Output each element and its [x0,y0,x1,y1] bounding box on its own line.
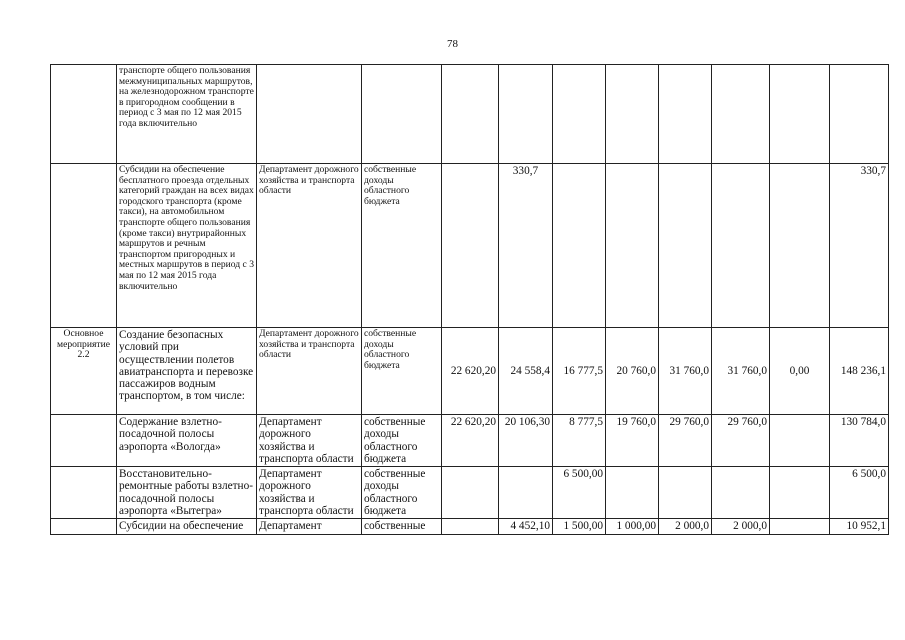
table-row [51,467,889,519]
measure-code-cell: Основное мероприятие 2.2 [51,328,117,415]
budget-table [50,64,889,535]
value-cell: 29 760,0 [659,415,712,467]
measure-name-cell: Восстановительно-ремонтные работы взлетно-посадочной полосы аэропорта «Вытегра» [117,467,257,519]
total-cell: 330,7 [830,164,889,328]
value-cell [659,467,712,519]
value-cell: 6 500,00 [553,467,606,519]
executor-cell [257,65,362,164]
total-cell: 130 784,0 [830,415,889,467]
value-cell [770,65,830,164]
measure-code-cell [51,164,117,328]
table-row [51,328,889,415]
value-cell: 31 760,0 [712,328,770,415]
executor-cell: Департамент дорожного хозяйства и транспорта области [257,467,362,519]
value-cell [553,65,606,164]
value-cell [770,467,830,519]
value-cell: 1 500,00 [553,519,606,534]
value-cell [442,65,499,164]
value-cell: 20 106,30 [499,415,553,467]
table-row [51,519,889,534]
value-cell [499,467,553,519]
source-cell: собственные доходы областного бюджета [362,467,442,519]
source-cell: собственные [362,519,442,534]
value-cell: 2 000,0 [659,519,712,534]
value-cell: 20 760,0 [606,328,659,415]
measure-name-cell: Субсидии на обеспечение [117,519,257,534]
page-number: 78 [447,38,458,50]
value-cell [442,164,499,328]
value-cell [442,519,499,534]
value-cell: 0,00 [770,328,830,415]
measure-code-cell [51,415,117,467]
table-row [51,65,889,164]
value-cell: 1 000,00 [606,519,659,534]
measure-code-cell [51,65,117,164]
measure-name-cell: транспорте общего пользования межмуниципальных маршрутов, на железнодорожном транспорте в пригородном сообщении в период с 3 мая по 12 мая 2015 года включительно [117,65,257,164]
value-cell [606,467,659,519]
value-cell: 22 620,20 [442,328,499,415]
value-cell: 16 777,5 [553,328,606,415]
table-row [51,415,889,467]
source-cell: собственные доходы областного бюджета [362,328,442,415]
total-cell: 10 952,1 [830,519,889,534]
measure-code-cell [51,467,117,519]
executor-cell: Департамент дорожного хозяйства и транспорта области [257,164,362,328]
source-cell [362,65,442,164]
value-cell [712,164,770,328]
measure-name-cell: Субсидии на обеспечение бесплатного проезда отдельных категорий граждан на всех видах городского транспорта (кроме такси), на автомобильном транспорте общего пользования (кроме такси) внутрирайонных маршрутов и речным транспортом пригородных и местных маршрутов в период с 3 мая по 12 мая 2015 года включительно [117,164,257,328]
value-cell [659,65,712,164]
value-cell: 330,7 [499,164,553,328]
value-cell [770,415,830,467]
value-cell [499,65,553,164]
value-cell [712,467,770,519]
table-row [51,164,889,328]
value-cell [606,65,659,164]
value-cell [770,519,830,534]
source-cell: собственные доходы областного бюджета [362,164,442,328]
value-cell [770,164,830,328]
value-cell [606,164,659,328]
value-cell: 8 777,5 [553,415,606,467]
total-cell: 6 500,0 [830,467,889,519]
value-cell [659,164,712,328]
measure-code-cell [51,519,117,534]
value-cell: 29 760,0 [712,415,770,467]
value-cell [442,467,499,519]
executor-cell: Департамент дорожного хозяйства и транспорта области [257,415,362,467]
measure-name-cell: Создание безопасных условий при осуществлении полетов авиатранспорта и перевозке пассажиров водным транспортом, в том числе: [117,328,257,415]
executor-cell: Департамент дорожного хозяйства и транспорта области [257,328,362,415]
source-cell: собственные доходы областного бюджета [362,415,442,467]
value-cell [712,65,770,164]
total-cell [830,65,889,164]
value-cell: 31 760,0 [659,328,712,415]
measure-name-cell: Содержание взлетно-посадочной полосы аэропорта «Вологда» [117,415,257,467]
value-cell: 4 452,10 [499,519,553,534]
value-cell: 24 558,4 [499,328,553,415]
value-cell: 2 000,0 [712,519,770,534]
value-cell: 22 620,20 [442,415,499,467]
value-cell: 19 760,0 [606,415,659,467]
total-cell: 148 236,1 [830,328,889,415]
executor-cell: Департамент [257,519,362,534]
value-cell [553,164,606,328]
